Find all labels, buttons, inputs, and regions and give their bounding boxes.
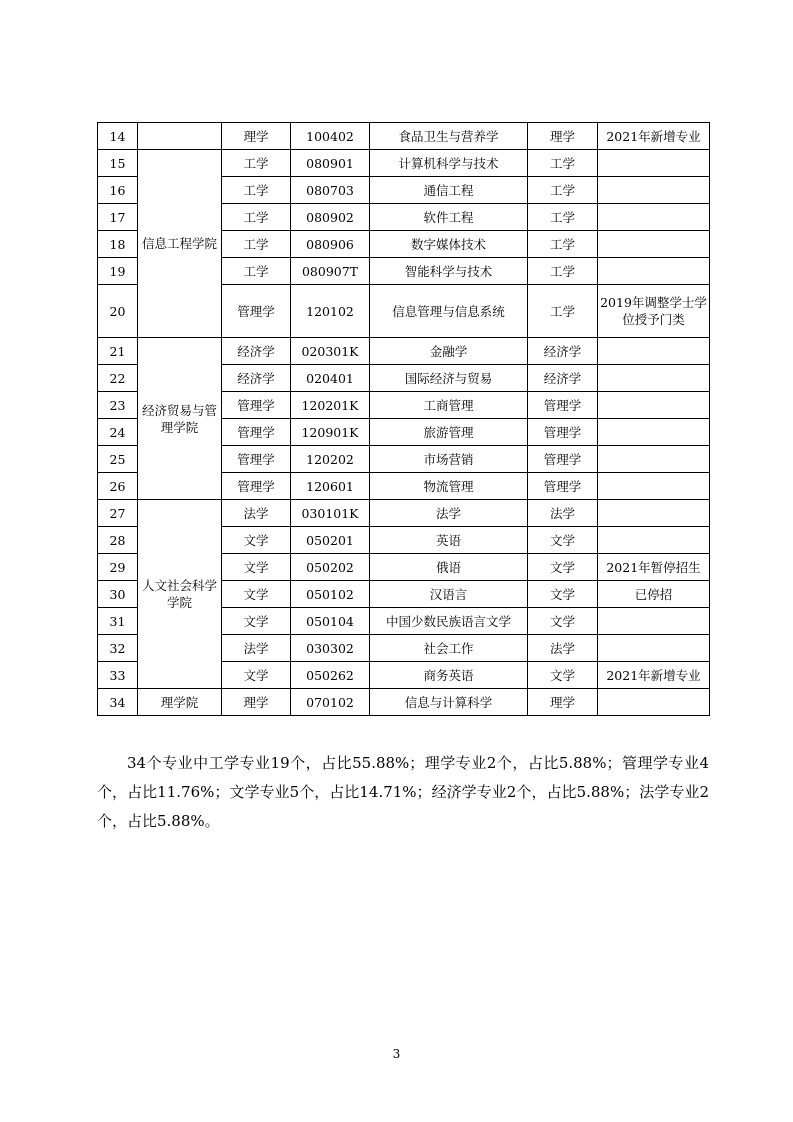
cell-name: 信息管理与信息系统 <box>370 285 528 338</box>
cell-name: 旅游管理 <box>370 419 528 446</box>
cell-remark <box>598 608 710 635</box>
cell-degree: 工学 <box>528 258 598 285</box>
cell-code: 050262 <box>291 662 370 689</box>
cell-remark: 已停招 <box>598 581 710 608</box>
cell-dept: 人文社会科学学院 <box>138 500 222 689</box>
cell-remark <box>598 635 710 662</box>
cell-category: 工学 <box>222 177 291 204</box>
cell-no: 34 <box>98 689 138 716</box>
cell-remark <box>598 338 710 365</box>
cell-category: 工学 <box>222 258 291 285</box>
cell-degree: 法学 <box>528 500 598 527</box>
cell-degree: 管理学 <box>528 392 598 419</box>
cell-code: 120201K <box>291 392 370 419</box>
cell-remark <box>598 150 710 177</box>
cell-category: 文学 <box>222 554 291 581</box>
cell-degree: 文学 <box>528 581 598 608</box>
cell-dept: 信息工程学院 <box>138 150 222 338</box>
cell-category: 经济学 <box>222 365 291 392</box>
cell-no: 30 <box>98 581 138 608</box>
cell-code: 050202 <box>291 554 370 581</box>
cell-degree: 文学 <box>528 608 598 635</box>
cell-code: 120601 <box>291 473 370 500</box>
cell-no: 16 <box>98 177 138 204</box>
cell-category: 管理学 <box>222 446 291 473</box>
cell-category: 理学 <box>222 689 291 716</box>
cell-name: 信息与计算科学 <box>370 689 528 716</box>
cell-no: 17 <box>98 204 138 231</box>
cell-name: 汉语言 <box>370 581 528 608</box>
cell-name: 通信工程 <box>370 177 528 204</box>
cell-name: 数字媒体技术 <box>370 231 528 258</box>
cell-name: 市场营销 <box>370 446 528 473</box>
cell-name: 工商管理 <box>370 392 528 419</box>
cell-no: 31 <box>98 608 138 635</box>
cell-category: 管理学 <box>222 285 291 338</box>
cell-category: 管理学 <box>222 419 291 446</box>
cell-name: 英语 <box>370 527 528 554</box>
cell-no: 29 <box>98 554 138 581</box>
cell-remark <box>598 177 710 204</box>
cell-name: 国际经济与贸易 <box>370 365 528 392</box>
cell-remark: 2021年暂停招生 <box>598 554 710 581</box>
cell-remark <box>598 527 710 554</box>
cell-code: 020301K <box>291 338 370 365</box>
cell-name: 商务英语 <box>370 662 528 689</box>
cell-category: 文学 <box>222 581 291 608</box>
cell-degree: 理学 <box>528 689 598 716</box>
cell-category: 工学 <box>222 231 291 258</box>
cell-remark <box>598 365 710 392</box>
cell-category: 文学 <box>222 608 291 635</box>
cell-name: 软件工程 <box>370 204 528 231</box>
cell-degree: 法学 <box>528 635 598 662</box>
cell-category: 管理学 <box>222 392 291 419</box>
cell-no: 24 <box>98 419 138 446</box>
cell-dept <box>138 123 222 150</box>
cell-remark: 2021年新增专业 <box>598 662 710 689</box>
cell-code: 070102 <box>291 689 370 716</box>
majors-table-body <box>98 123 710 716</box>
cell-name: 法学 <box>370 500 528 527</box>
cell-name: 俄语 <box>370 554 528 581</box>
cell-code: 030302 <box>291 635 370 662</box>
cell-degree: 工学 <box>528 177 598 204</box>
cell-remark <box>598 258 710 285</box>
page-number: 3 <box>392 1047 401 1061</box>
cell-remark <box>598 204 710 231</box>
cell-category: 法学 <box>222 500 291 527</box>
cell-degree: 工学 <box>528 285 598 338</box>
cell-name: 智能科学与技术 <box>370 258 528 285</box>
cell-no: 25 <box>98 446 138 473</box>
cell-no: 23 <box>98 392 138 419</box>
cell-dept: 经济贸易与管理学院 <box>138 338 222 500</box>
cell-remark <box>598 473 710 500</box>
cell-degree: 工学 <box>528 204 598 231</box>
cell-degree: 管理学 <box>528 419 598 446</box>
majors-table <box>97 122 710 716</box>
cell-remark <box>598 446 710 473</box>
table-row <box>98 689 710 716</box>
cell-degree: 工学 <box>528 231 598 258</box>
cell-name: 金融学 <box>370 338 528 365</box>
cell-name: 食品卫生与营养学 <box>370 123 528 150</box>
cell-remark: 2021年新增专业 <box>598 123 710 150</box>
cell-degree: 文学 <box>528 554 598 581</box>
cell-degree: 工学 <box>528 150 598 177</box>
cell-name: 物流管理 <box>370 473 528 500</box>
summary-paragraph: 34个专业中工学专业19个，占比55.88%；理学专业2个，占比5.88%；管理学专业4个，占比11.76%；文学专业5个，占比14.71%；经济学专业2个，占比5.88%；法学专业2个，占比5.88%。 <box>97 754 709 830</box>
cell-code: 050102 <box>291 581 370 608</box>
cell-code: 080906 <box>291 231 370 258</box>
cell-category: 文学 <box>222 527 291 554</box>
cell-code: 080902 <box>291 204 370 231</box>
cell-category: 理学 <box>222 123 291 150</box>
cell-no: 18 <box>98 231 138 258</box>
cell-degree: 理学 <box>528 123 598 150</box>
table-row <box>98 500 710 527</box>
cell-category: 管理学 <box>222 473 291 500</box>
cell-code: 050201 <box>291 527 370 554</box>
cell-name: 中国少数民族语言文学 <box>370 608 528 635</box>
cell-remark: 2019年调整学士学位授予门类 <box>598 285 710 338</box>
cell-remark <box>598 500 710 527</box>
cell-degree: 经济学 <box>528 365 598 392</box>
cell-no: 15 <box>98 150 138 177</box>
cell-remark <box>598 419 710 446</box>
cell-code: 120102 <box>291 285 370 338</box>
cell-code: 120202 <box>291 446 370 473</box>
cell-name: 计算机科学与技术 <box>370 150 528 177</box>
table-row <box>98 150 710 177</box>
cell-no: 14 <box>98 123 138 150</box>
cell-code: 080703 <box>291 177 370 204</box>
cell-no: 19 <box>98 258 138 285</box>
cell-degree: 经济学 <box>528 338 598 365</box>
table-row <box>98 123 710 150</box>
cell-category: 工学 <box>222 150 291 177</box>
table-row <box>98 338 710 365</box>
cell-code: 100402 <box>291 123 370 150</box>
cell-category: 文学 <box>222 662 291 689</box>
cell-dept: 理学院 <box>138 689 222 716</box>
cell-code: 120901K <box>291 419 370 446</box>
cell-category: 经济学 <box>222 338 291 365</box>
cell-remark <box>598 392 710 419</box>
cell-degree: 文学 <box>528 527 598 554</box>
cell-no: 27 <box>98 500 138 527</box>
cell-name: 社会工作 <box>370 635 528 662</box>
cell-no: 33 <box>98 662 138 689</box>
cell-code: 080901 <box>291 150 370 177</box>
cell-degree: 管理学 <box>528 473 598 500</box>
cell-category: 工学 <box>222 204 291 231</box>
cell-no: 28 <box>98 527 138 554</box>
cell-code: 020401 <box>291 365 370 392</box>
cell-no: 22 <box>98 365 138 392</box>
cell-degree: 文学 <box>528 662 598 689</box>
cell-no: 26 <box>98 473 138 500</box>
cell-no: 21 <box>98 338 138 365</box>
cell-category: 法学 <box>222 635 291 662</box>
cell-no: 32 <box>98 635 138 662</box>
cell-code: 030101K <box>291 500 370 527</box>
cell-code: 080907T <box>291 258 370 285</box>
cell-degree: 管理学 <box>528 446 598 473</box>
cell-no: 20 <box>98 285 138 338</box>
cell-remark <box>598 231 710 258</box>
cell-remark <box>598 689 710 716</box>
cell-code: 050104 <box>291 608 370 635</box>
